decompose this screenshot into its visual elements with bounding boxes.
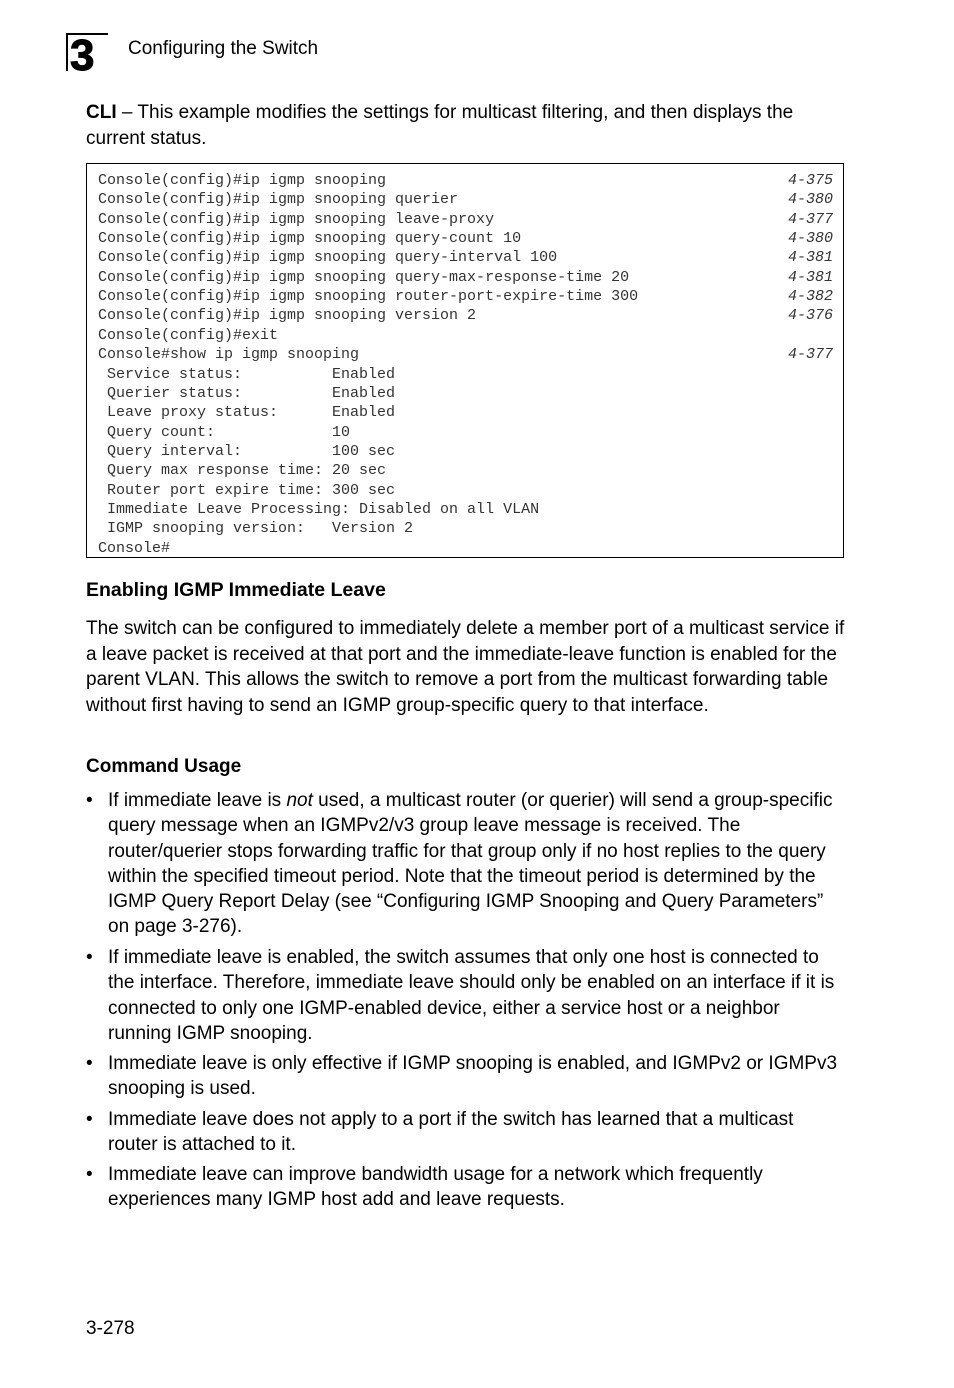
code-line: Console(config)#exit xyxy=(98,326,279,344)
list-item-emphasis: not xyxy=(286,790,313,811)
list-item-text-part: used, a multicast router (or querier) will send a group-specific query message when an IGMPv2/v3 group leave message is received. The router/querier stops forwarding traffic for that group only if no host replies to the query within the specified timeout period. Note that the timeout period is determined by the IGMP Query Report Delay (see “Configuring IGMP Snooping and Query Parameters” on page 3-276). xyxy=(108,790,833,938)
page-number: 3-278 xyxy=(86,1318,135,1339)
bullet-icon: • xyxy=(86,1109,93,1130)
code-example xyxy=(86,163,844,558)
intro-lead: CLI xyxy=(86,102,117,123)
chapter-number: 3 xyxy=(70,31,94,80)
code-line: Service status: Enabled xyxy=(98,365,396,383)
code-line: Console(config)#ip igmp snooping query-interval 100 xyxy=(98,249,558,267)
code-page-ref: 4-380 xyxy=(787,191,833,209)
bullet-icon: • xyxy=(86,1053,93,1074)
list-item-text: If immediate leave is enabled, the switch assumes that only one host is connected to the interface. Therefore, immediate leave should only be enabled on an interface if it is connected to only one IGMP-enabled device, either a service host or a neighbor running IGMP snooping. xyxy=(108,947,835,1044)
chapter-title: Configuring the Switch xyxy=(128,38,319,59)
code-line: Console# xyxy=(98,539,171,557)
list-item-text: Immediate leave is only effective if IGMP snooping is enabled, and IGMPv2 or IGMPv3 snooping is used. xyxy=(108,1053,838,1100)
code-line: Query interval: 100 sec xyxy=(98,442,396,460)
code-page-ref: 4-377 xyxy=(787,346,833,364)
list-item-text xyxy=(108,788,848,940)
command-usage-heading: Command Usage xyxy=(86,756,242,777)
code-page-ref: 4-381 xyxy=(787,268,833,286)
list-item-text: Immediate leave does not apply to a port if the switch has learned that a multicast router is attached to it. xyxy=(108,1109,794,1156)
code-page-ref: 4-376 xyxy=(787,307,833,325)
list-item-text-part: If immediate leave is xyxy=(108,790,287,811)
code-line: Leave proxy status: Enabled xyxy=(98,404,396,422)
list-item-text: Immediate leave can improve bandwidth usage for a network which frequently experiences many IGMP host add and leave requests. xyxy=(108,1164,763,1211)
code-page-ref: 4-377 xyxy=(787,210,833,228)
code-line: IGMP snooping version: Version 2 xyxy=(98,520,414,538)
chapter-tab xyxy=(66,31,108,80)
code-line: Console#show ip igmp snooping xyxy=(98,346,360,364)
bullet-icon: • xyxy=(86,947,93,968)
bullet-icon: • xyxy=(86,1164,93,1185)
bullet-icon: • xyxy=(86,790,93,811)
code-line: Console(config)#ip igmp snooping query-max-response-time 20 xyxy=(98,268,630,286)
code-page-ref: 4-381 xyxy=(787,249,833,267)
code-page-ref: 4-382 xyxy=(787,288,833,306)
code-line: Console(config)#ip igmp snooping version 2 xyxy=(98,307,477,325)
code-line: Querier status: Enabled xyxy=(98,384,396,402)
code-line: Console(config)#ip igmp snooping xyxy=(98,172,387,189)
code-line: Console(config)#ip igmp snooping router-port-expire-time 300 xyxy=(98,288,639,306)
code-line: Router port expire time: 300 sec xyxy=(98,481,396,499)
code-line: Console(config)#ip igmp snooping query-count 10 xyxy=(98,230,522,248)
code-line: Query max response time: 20 sec xyxy=(98,462,387,480)
code-line: Query count: 10 xyxy=(98,423,351,441)
code-line: Immediate Leave Processing: Disabled on all VLAN xyxy=(98,500,540,518)
code-page-ref: 4-375 xyxy=(787,172,833,189)
intro-text: – This example modifies the settings for multicast filtering, and then displays the current status. xyxy=(86,102,794,149)
section-heading: Enabling IGMP Immediate Leave xyxy=(86,579,386,601)
code-page-ref: 4-380 xyxy=(787,230,833,248)
code-line: Console(config)#ip igmp snooping leave-proxy xyxy=(98,210,495,228)
code-line: Console(config)#ip igmp snooping querier xyxy=(98,191,459,209)
section-paragraph: The switch can be configured to immediately delete a member port of a multicast service if a leave packet is received at that port and the immediate-leave function is enabled for the parent VLAN. This allows the switch to remove a port from the multicast forwarding table without first having to send an IGMP group-specific query to that interface. xyxy=(86,618,845,716)
intro-paragraph xyxy=(86,100,856,152)
